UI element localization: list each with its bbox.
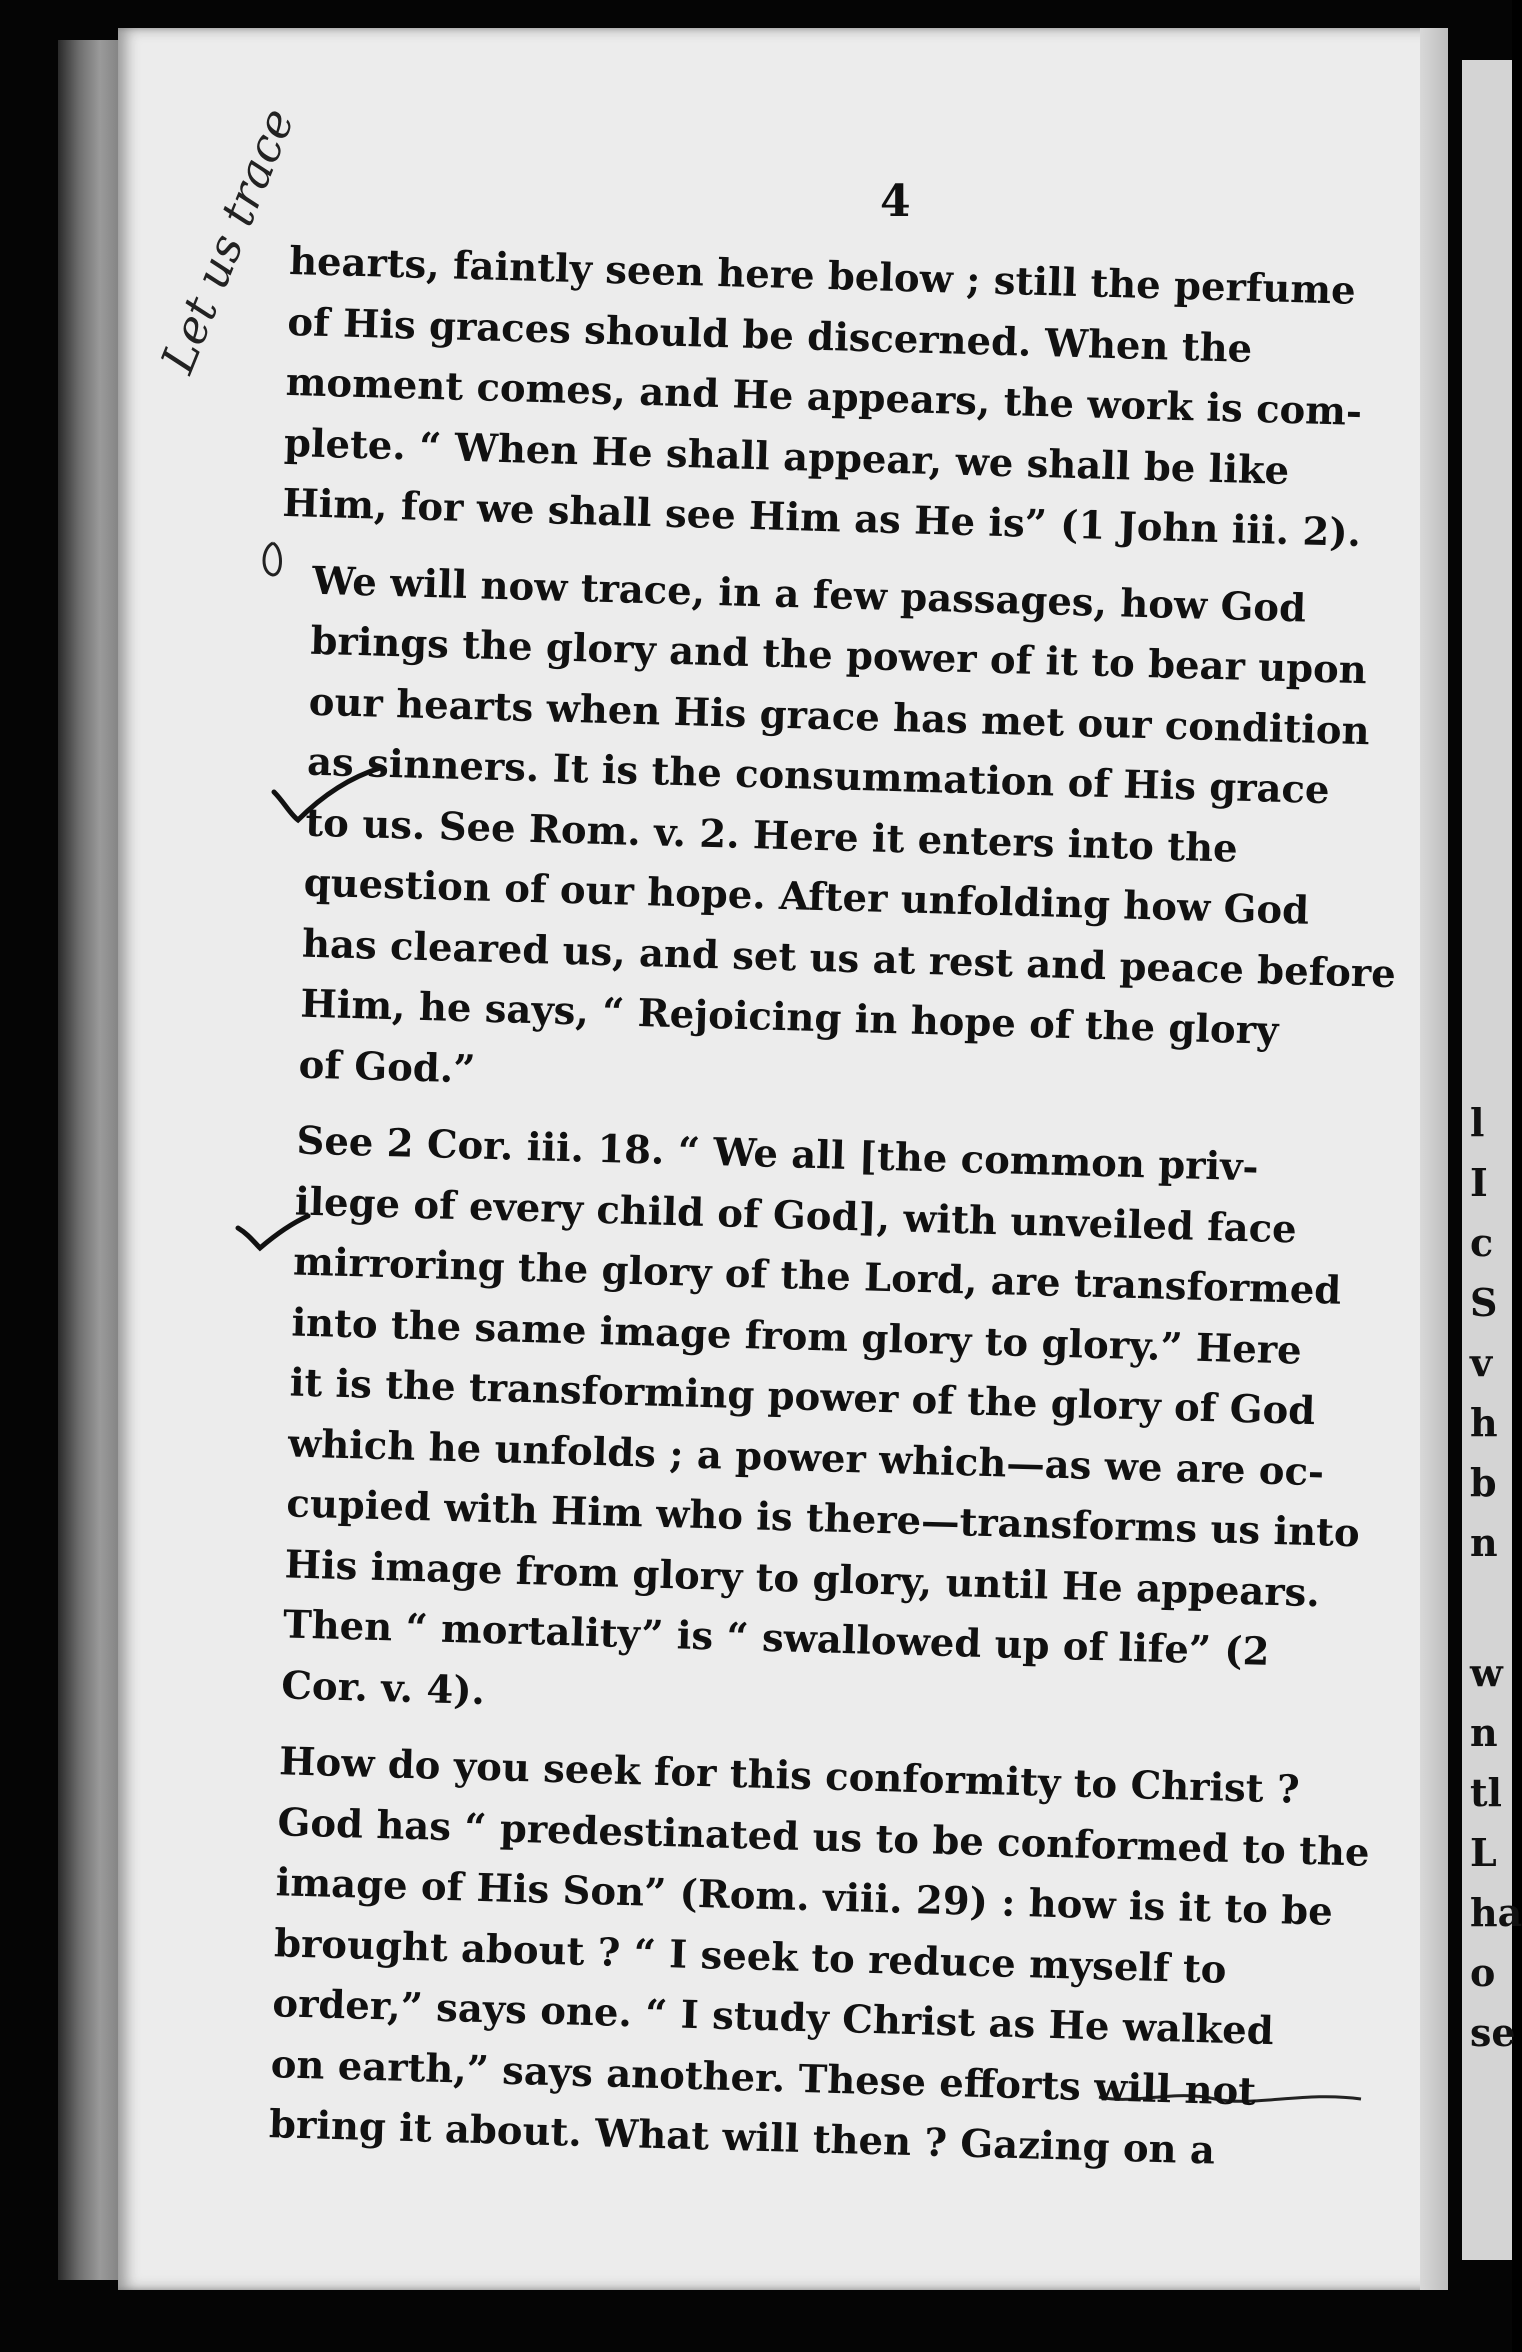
text-line: Then “ mortality” is “ swallowed up of life” (2 bbox=[282, 1602, 1270, 1675]
text-line: plete. “ When He shall appear, we shall be like bbox=[283, 420, 1290, 494]
text-line: hearts, faintly seen here below ; still the perfume bbox=[288, 238, 1357, 314]
paragraph bbox=[282, 232, 1420, 566]
text-line: as sinners. It is the consummation of His grace bbox=[306, 739, 1331, 814]
text-line: question of our hope. After unfolding how God bbox=[303, 860, 1310, 934]
adjacent-page-letter: c bbox=[1470, 1220, 1494, 1265]
text-line: See 2 Cor. iii. 18. “ We all [the common priv- bbox=[295, 1118, 1260, 1191]
paragraph bbox=[236, 1731, 1377, 2186]
adjacent-page-letter: I bbox=[1470, 1160, 1488, 1205]
text-line: moment comes, and He appears, the work is com- bbox=[285, 359, 1363, 435]
text-line: We will now trace, in a few passages, how God bbox=[311, 558, 1307, 632]
text-line: into the same image from glory to glory.” Here bbox=[290, 1299, 1303, 1374]
text-line: which he unfolds ; a power which—as we are oc- bbox=[287, 1420, 1325, 1495]
text-line: it is the transforming power of the glory of God bbox=[289, 1360, 1316, 1435]
text-line: order,” says one. “ I study Christ as He walked bbox=[271, 1981, 1275, 2055]
text-line: of God.” bbox=[298, 1042, 476, 1092]
text-line: on earth,” says another. These efforts will not bbox=[270, 2041, 1257, 2115]
paragraph bbox=[249, 1111, 1395, 1747]
text-line: Cor. v. 4). bbox=[280, 1662, 486, 1714]
adjacent-page-letter: w bbox=[1470, 1650, 1503, 1695]
text-line: brings the glory and the power of it to bear upon bbox=[309, 618, 1368, 694]
text-line: to us. See Rom. v. 2. Here it enters into the bbox=[304, 800, 1239, 872]
adjacent-page-letter: l bbox=[1470, 1100, 1485, 1145]
text-line: His image from glory to glory, until He appears. bbox=[284, 1541, 1321, 1616]
adjacent-page-letter: se bbox=[1470, 2010, 1516, 2055]
adjacent-page-letter: tl bbox=[1470, 1770, 1502, 1815]
page-right-edge bbox=[1420, 28, 1448, 2290]
text-line: image of His Son” (Rom. viii. 29) : how is it to be bbox=[275, 1860, 1334, 1935]
page-text-body bbox=[236, 232, 1420, 2202]
adjacent-page-letter: n bbox=[1470, 1520, 1498, 1565]
text-line: How do you seek for this conformity to Christ ? bbox=[278, 1739, 1301, 1813]
page-number: 4 bbox=[880, 176, 911, 227]
text-line: brought about ? “ I seek to reduce myself to bbox=[273, 1920, 1228, 1993]
adjacent-page-letter: L bbox=[1470, 1830, 1497, 1875]
text-line: God has “ predestinated us to be conformed to the bbox=[276, 1799, 1371, 1876]
handwritten-margin-note: Let us trace bbox=[150, 100, 305, 381]
adjacent-page-letter: ha bbox=[1470, 1890, 1522, 1935]
text-line: has cleared us, and set us at rest and peace before bbox=[301, 921, 1397, 997]
adjacent-page-letter: b bbox=[1470, 1460, 1497, 1505]
text-line: our hearts when His grace has met our condition bbox=[308, 679, 1371, 754]
text-line: mirroring the glory of the Lord, are transformed bbox=[292, 1239, 1342, 1314]
text-line: bring it about. What will then ? Gazing on a bbox=[268, 2102, 1216, 2174]
text-line: ilege of every child of God], with unveiled face bbox=[294, 1179, 1298, 1252]
text-line: of His graces should be discerned. When the bbox=[286, 299, 1253, 372]
text-line: Him, for we shall see Him as He is” (1 John iii. 2). bbox=[281, 480, 1362, 557]
adjacent-page-strip bbox=[1462, 60, 1522, 2260]
text-line: cupied with Him who is there—transforms us into bbox=[285, 1481, 1361, 1557]
text-line: Him, he says, “ Rejoicing in hope of the glory bbox=[299, 981, 1279, 1054]
adjacent-page-letter: n bbox=[1470, 1710, 1498, 1755]
adjacent-page-letter: h bbox=[1470, 1400, 1498, 1445]
adjacent-page-letter: S bbox=[1470, 1280, 1498, 1325]
paragraph bbox=[266, 550, 1411, 1126]
adjacent-page-letter: v bbox=[1470, 1340, 1493, 1385]
adjacent-page-letter: o bbox=[1470, 1950, 1496, 1995]
